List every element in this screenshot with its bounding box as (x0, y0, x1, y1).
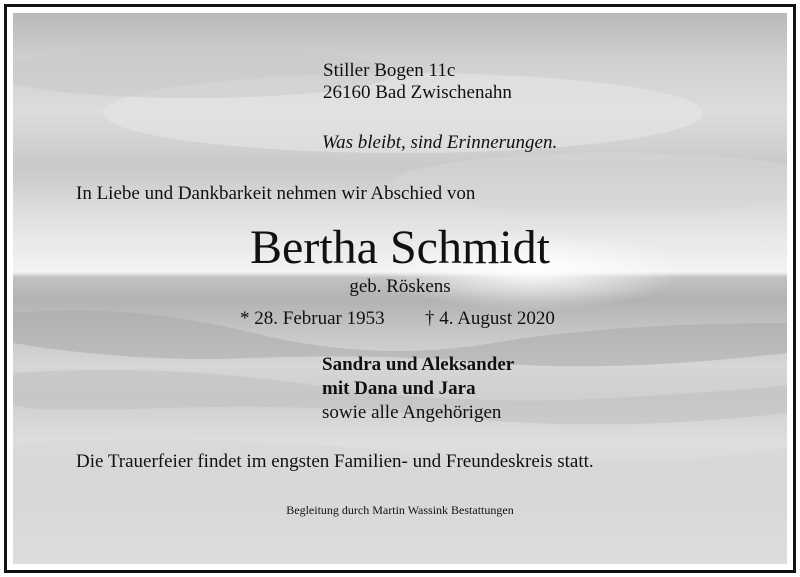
motto: Was bleibt, sind Erinnerungen. (322, 132, 558, 153)
address-street: Stiller Bogen 11c (323, 60, 456, 81)
birth-name: geb. Röskens (349, 276, 451, 297)
deceased-name: Bertha Schmidt (250, 221, 550, 274)
address-city: 26160 Bad Zwischenahn (323, 82, 512, 103)
birth-date: * 28. Februar 1953 (240, 308, 385, 329)
mourners-line-1: Sandra und Aleksander (322, 354, 515, 375)
death-date: † 4. August 2020 (425, 308, 555, 329)
mourners-line-2: mit Dana und Jara (322, 378, 476, 399)
mourners-line-3: sowie alle Angehörigen (322, 402, 502, 423)
ceremony-note: Die Trauerfeier findet im engsten Familien- und Freundeskreis statt. (76, 451, 594, 472)
undertaker-note: Begleitung durch Martin Wassink Bestattungen (286, 503, 514, 517)
intro-text: In Liebe und Dankbarkeit nehmen wir Abschied von (76, 183, 476, 204)
